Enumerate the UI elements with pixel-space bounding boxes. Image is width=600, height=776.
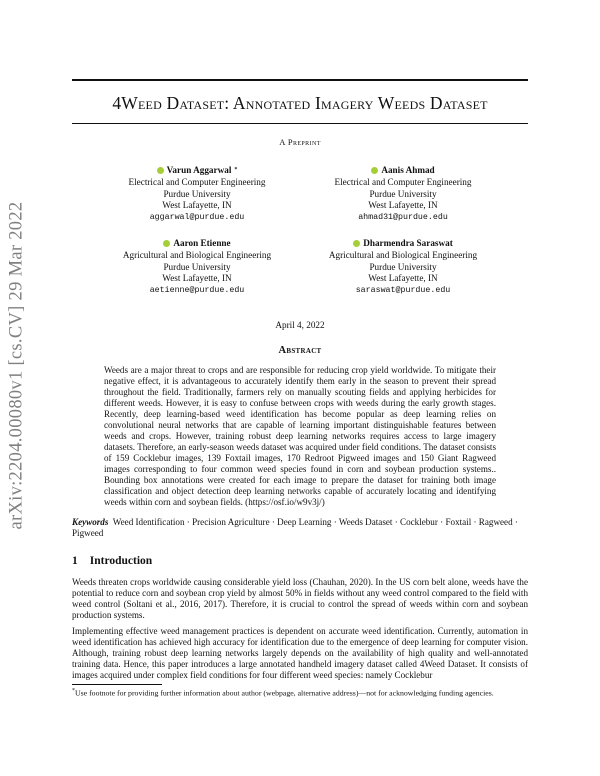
intro-paragraph: Weeds threaten crops worldwide causing considerable yield loss (Chauhan, 2020). In the US corn belt alone, weeds have the potential to reduce corn and soybean crop yield by almost 50% in fields without any weed control compared to the field with weed control (Soltani et al., 2016, 2017). Therefore, it is crucial to control the spread of weeds within corn and soybean production systems. bbox=[72, 577, 528, 620]
abstract-heading: Abstract bbox=[278, 345, 322, 356]
paper-date: April 4, 2022 bbox=[275, 320, 325, 330]
keywords bbox=[72, 517, 528, 539]
author-dept: Agricultural and Biological Engineering bbox=[122, 249, 272, 260]
abstract-text: Weeds are a major threat to crops and are responsible for reducing crop yield worldwide. To mitigate their negative effect, it is advantageous to accurately identify them early in the season to prevent their spread throughout the field. Traditionally, farmers rely on manually scouting fields and applying herbicides for different weeds. However, it is easy to confuse between crops with weeds during the early growth stages. Recently, deep learning-based weed identification has become popular as deep learning relies on convolutional neural networks that are capable of learning important distinguishable features between weeds and crops. However, training robust deep learning networks requires access to large imagery datasets. Therefore, an early-season weeds dataset was acquired under field conditions. The dataset consists of 159 Cocklebur images, 139 Foxtail images, 170 Redroot Pigweed images and 150 Giant Ragweed images corresponding to four common weed species found in corn and soybean production systems.. Bounding box annotations were created for each image to prepare the dataset for training both image classification and object detection deep learning networks capable of accurately locating and identifying weeds within corn and soybean fields. (https://osf.io/w9v3j/) bbox=[104, 365, 496, 507]
preprint-label: A Preprint bbox=[279, 137, 321, 147]
footnote bbox=[72, 687, 528, 698]
keywords-label: Keywords bbox=[72, 517, 109, 527]
author-dept: Agricultural and Biological Engineering bbox=[328, 249, 478, 260]
keywords-text: Weed Identification · Precision Agriculture · Deep Learning · Weeds Dataset · Cocklebur · Foxtail · Ragweed · Pigweed bbox=[72, 517, 518, 538]
author-email[interactable]: saraswat@purdue.edu bbox=[355, 286, 451, 296]
section-title: Introduction bbox=[89, 555, 153, 567]
author-univ: Purdue University bbox=[163, 188, 231, 199]
section-number: 1 bbox=[72, 555, 78, 567]
author-city: West Lafayette, IN bbox=[368, 200, 438, 211]
author-block bbox=[303, 238, 503, 297]
footnote-rule bbox=[72, 684, 162, 685]
author-name: Varun Aggarwal bbox=[166, 165, 232, 175]
author-email[interactable]: aetienne@purdue.edu bbox=[149, 286, 245, 296]
author-email[interactable]: aggarwal@purdue.edu bbox=[149, 213, 245, 223]
footnote-text: Use footnote for providing further information about author (webpage, alternative address)—not for acknowledging funding agencies. bbox=[75, 688, 494, 698]
arxiv-stamp: arXiv:2204.00080v1 [cs.CV] 29 Mar 2022 bbox=[6, 201, 27, 530]
author-univ: Purdue University bbox=[369, 188, 437, 199]
section-heading bbox=[72, 555, 164, 567]
footnote-mark: * bbox=[72, 688, 75, 694]
title-bottom-rule bbox=[72, 123, 528, 124]
author-name: Aanis Ahmad bbox=[381, 165, 435, 175]
orcid-icon[interactable] bbox=[371, 167, 378, 174]
author-block bbox=[97, 165, 297, 224]
author-block bbox=[303, 165, 503, 224]
author-city: West Lafayette, IN bbox=[368, 273, 438, 284]
author-email[interactable]: ahmad31@purdue.edu bbox=[358, 213, 448, 223]
author-name: Aaron Etienne bbox=[173, 238, 231, 248]
author-univ: Purdue University bbox=[369, 261, 437, 272]
orcid-icon[interactable] bbox=[157, 167, 164, 174]
author-name: Dharmendra Saraswat bbox=[363, 238, 453, 248]
author-block bbox=[97, 238, 297, 297]
title-top-rule bbox=[72, 79, 528, 81]
orcid-icon[interactable] bbox=[353, 240, 360, 247]
author-city: West Lafayette, IN bbox=[162, 273, 232, 284]
orcid-icon[interactable] bbox=[163, 240, 170, 247]
author-city: West Lafayette, IN bbox=[162, 200, 232, 211]
author-dept: Electrical and Computer Engineering bbox=[128, 176, 266, 187]
author-dept: Electrical and Computer Engineering bbox=[334, 176, 472, 187]
author-footnote-mark: * bbox=[234, 167, 238, 173]
intro-paragraph: Implementing effective weed management practices is dependent on accurate weed identification. Currently, automation in weed identification has achieved high accuracy for identification due to the emergence of deep learning for computer vision. Although, training robust deep learning networks largely depends on the availability of high quality and well-annotated training data. Hence, this paper introduces a large annotated handheld imagery dataset called 4Weed Dataset. It consists of images acquired under complex field conditions for four different weed species: namely Cocklebur bbox=[72, 626, 528, 680]
author-univ: Purdue University bbox=[163, 261, 231, 272]
paper-title: 4Weed Dataset: Annotated Imagery Weeds Dataset bbox=[112, 93, 488, 113]
